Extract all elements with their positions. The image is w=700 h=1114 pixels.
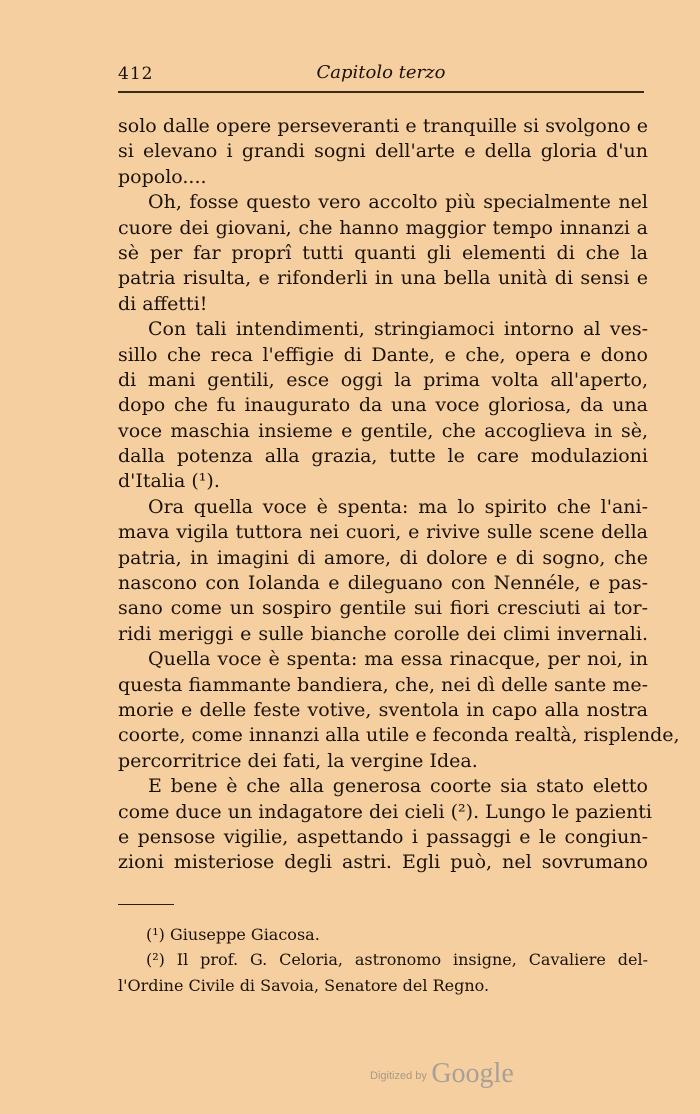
footnote-line: (²) Il prof. G. Celoria, astronomo insigne, Cavaliere del-	[146, 950, 648, 970]
running-title: Capitolo terzo	[316, 62, 446, 83]
text-line: morie e delle feste votive, sventola in capo alla nostra	[118, 698, 648, 721]
text-line: sè per far proprî tutti quanti gli elementi di che la	[118, 241, 648, 264]
text-line: voce maschia insieme e gentile, che accoglieva in sè,	[118, 419, 648, 442]
text-line: Con tali intendimenti, stringiamoci intorno al ves-	[148, 318, 648, 341]
text-line: dopo che fu inaugurato da una voce gloriosa, da una	[118, 394, 648, 417]
text-line: coorte, come innanzi alla utile e feconda realtà, risplende,	[118, 724, 680, 747]
text-line: d'Italia (¹).	[118, 470, 220, 493]
text-line: Oh, fosse questo vero accolto più specialmente nel	[148, 191, 648, 214]
watermark-brand: Google	[431, 1058, 514, 1089]
text-line: dalla potenza alla grazia, tutte le care modulazioni	[118, 445, 648, 468]
text-line: sano come un sospiro gentile sui fiori cresciuti ai tor-	[118, 597, 648, 620]
header-rule	[118, 91, 644, 93]
text-line: questa fiammante bandiera, che, nei dì delle sante me-	[118, 673, 648, 696]
body-text	[118, 114, 680, 876]
text-line: Ora quella voce è spenta: ma lo spirito che l'ani-	[148, 495, 648, 518]
text-line: mava vigila tuttora nei cuori, e rivive sulle scene della	[118, 521, 648, 544]
text-line: popolo....	[118, 165, 207, 188]
text-line: nascono con Iolanda e dileguano con Nennéle, e pas-	[118, 572, 648, 595]
text-line: percorritrice dei fati, la vergine Idea.	[118, 749, 478, 772]
footnote-rule	[118, 904, 174, 905]
page-number: 412	[118, 64, 154, 84]
footnote-line: l'Ordine Civile di Savoia, Senatore del Regno.	[118, 975, 490, 995]
text-line: cuore dei giovani, che hanno maggior tempo innanzi a	[118, 216, 648, 239]
text-line: patria, in imagini di amore, di dolore e di sogno, che	[118, 546, 648, 569]
text-line: zioni misteriose degli astri. Egli può, nel sovrumano	[118, 851, 648, 874]
footnote-line: (¹) Giuseppe Giacosa.	[146, 925, 320, 944]
page-header	[118, 60, 644, 90]
text-line: di affetti!	[118, 292, 208, 315]
text-line: E bene è che alla generosa coorte sia stato eletto	[148, 775, 648, 798]
watermark-prefix: Digitized by	[370, 1070, 427, 1082]
text-line: Quella voce è spenta: ma essa rinacque, per noi, in	[148, 648, 648, 671]
text-line: solo dalle opere perseveranti e tranquille si svolgono e	[118, 115, 648, 137]
text-line: ridi meriggi e sulle bianche corolle dei climi invernali.	[118, 622, 648, 645]
text-line: di mani gentili, esce oggi la prima volta all'aperto,	[118, 368, 648, 391]
text-line: si elevano i grandi sogni dell'arte e della gloria d'un	[118, 140, 648, 163]
text-line: patria risulta, e rifonderli in una bella unità di sensi e	[118, 267, 648, 290]
text-line: sillo che reca l'effigie di Dante, e che, opera e dono	[118, 343, 648, 366]
text-line: come duce un indagatore dei cieli (²). Lungo le pazienti	[118, 800, 653, 823]
footnotes	[118, 924, 648, 1000]
text-line: e pensose vigilie, aspettando i passaggi e le congiun-	[118, 825, 648, 848]
digitized-watermark	[370, 1058, 514, 1090]
